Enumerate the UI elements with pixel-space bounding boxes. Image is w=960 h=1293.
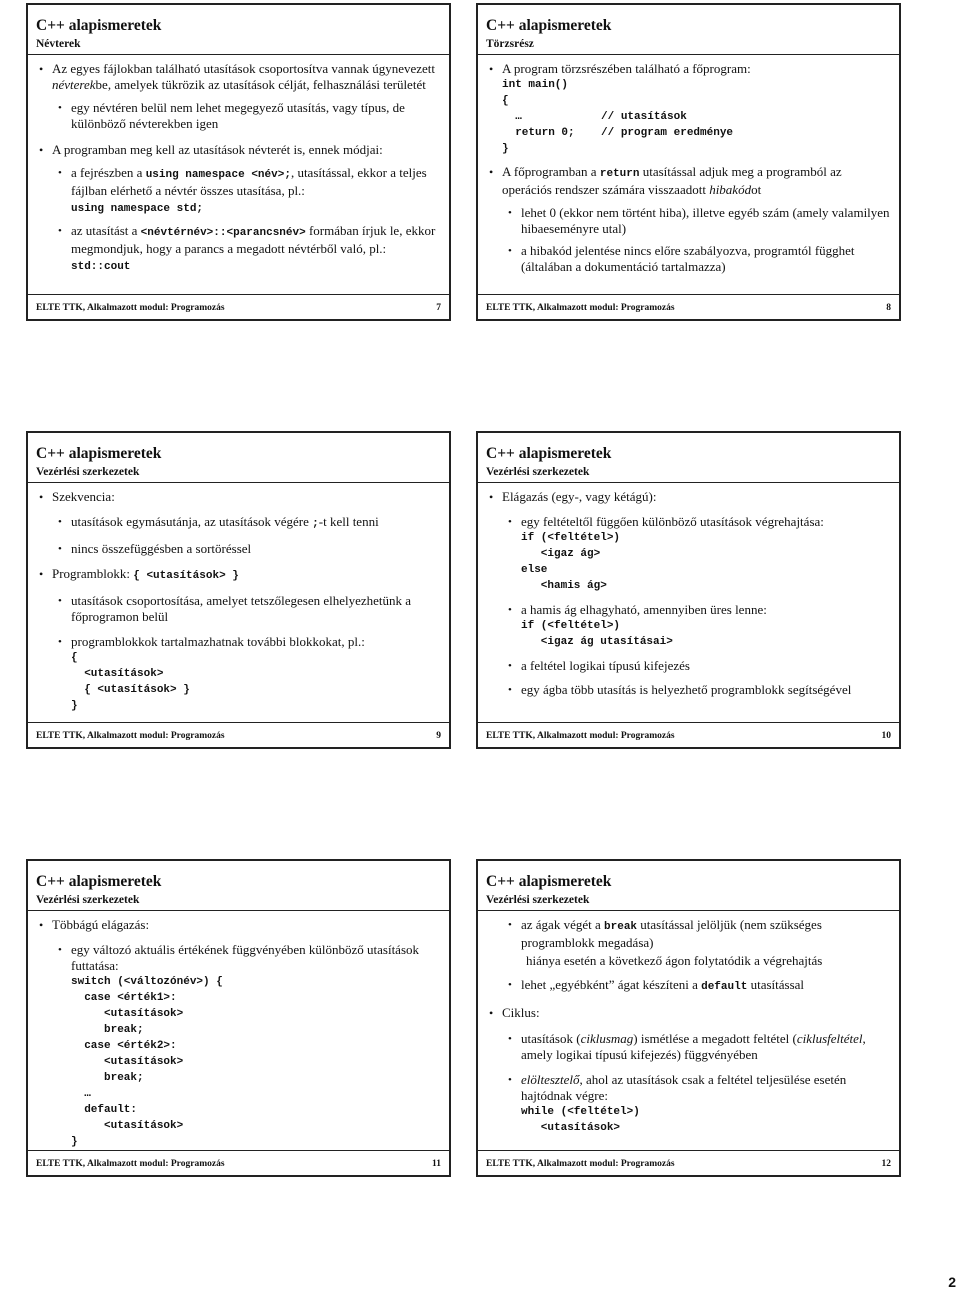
sub-bullet: • az utasítást a <névtérnév>::<parancsnév> formában írjuk le, ekkor megmondjuk, hogy a parancs a megadott névtérből való, pl.: std::cout bbox=[36, 223, 443, 275]
code-block: switch (<változónév>) { case <érték1>: <utasítások> break; case <érték2>: <utasítások> break; … default: <utasítások> } bbox=[71, 976, 223, 1148]
slide-subtitle: Vezérlési szerkezetek bbox=[36, 894, 140, 906]
sub-bullet: • lehet „egyébként” ágat készíteni a default utasítással bbox=[486, 977, 893, 995]
footer-text: ELTE TTK, Alkalmazott modul: Programozás bbox=[486, 303, 675, 313]
slide-footer bbox=[486, 730, 891, 742]
sub-sub-item: hiánya esetén a következő ágon folytatódik a végrehajtás bbox=[526, 953, 823, 968]
slide-body bbox=[36, 489, 443, 720]
slide-header bbox=[36, 873, 441, 907]
bullet: • A programban meg kell az utasítások névterét is, ennek módjai: bbox=[36, 142, 443, 158]
code-block: while (<feltétel>) <utasítások> bbox=[521, 1106, 640, 1134]
slide-title: C++ alapismeretek bbox=[486, 873, 612, 890]
slide-11 bbox=[26, 859, 451, 1177]
slide-title: C++ alapismeretek bbox=[486, 445, 612, 462]
slide-7 bbox=[26, 3, 451, 321]
code-block: int main() { … // utasítások return 0; // program eredménye } bbox=[502, 79, 734, 155]
footer-text: ELTE TTK, Alkalmazott modul: Programozás bbox=[486, 731, 675, 741]
slide-subtitle: Vezérlési szerkezetek bbox=[486, 894, 590, 906]
bullet: • Elágazás (egy-, vagy kétágú): bbox=[486, 489, 893, 505]
sub-bullet: • egy változó aktuális értékének függvényében különböző utasítások futtatása: switch (<változónév>) { case <érték1>: <utasítások> break; case <érték2>: <utasítások> break; … default: <utasítások> } bbox=[36, 942, 443, 1150]
slide-title: C++ alapismeretek bbox=[486, 17, 612, 34]
footer-divider bbox=[478, 722, 899, 723]
footer-divider bbox=[28, 294, 449, 295]
slide-title: C++ alapismeretek bbox=[36, 445, 162, 462]
bullet: • Szekvencia: bbox=[36, 489, 443, 505]
slide-subtitle: Vezérlési szerkezetek bbox=[486, 466, 590, 478]
slide-footer bbox=[36, 1158, 441, 1170]
footer-text: ELTE TTK, Alkalmazott modul: Programozás bbox=[486, 1159, 675, 1169]
sub-bullet: • programblokkok tartalmazhatnak további blokkokat, pl.: { <utasítások> { <utasítások> } } bbox=[36, 634, 443, 714]
slide-header bbox=[486, 445, 891, 479]
sub-bullet: • nincs összefüggésben a sortöréssel bbox=[36, 541, 443, 557]
slide-number: 9 bbox=[436, 731, 441, 741]
slide-footer bbox=[486, 1158, 891, 1170]
slide-body bbox=[36, 61, 443, 281]
slide-header bbox=[486, 873, 891, 907]
slide-body bbox=[486, 61, 893, 281]
sub-bullet: • a feltétel logikai típusú kifejezés bbox=[486, 658, 893, 674]
slide-footer bbox=[36, 302, 441, 314]
sub-bullet: • egy feltételtől függően különböző utasítások végrehajtása: if (<feltétel>) <igaz ág> else <hamis ág> bbox=[486, 514, 893, 594]
bullet: • Programblokk: { <utasítások> } bbox=[36, 566, 443, 584]
footer-divider bbox=[28, 1150, 449, 1151]
bullet: • Ciklus: bbox=[486, 1005, 893, 1021]
sub-bullet: • utasítások csoportosítása, amelyet tetszőlegesen elhelyezhetünk a főprogramon belül bbox=[36, 593, 443, 625]
slide-header bbox=[36, 445, 441, 479]
code-block: if (<feltétel>) <igaz ág> else <hamis ág> bbox=[521, 532, 621, 592]
header-divider bbox=[478, 54, 899, 55]
bullet: • Az egyes fájlokban található utasítások csoportosítva vannak úgynevezett névterekbe, amelyek tükrözik az utasítások célját, felhasználási területét bbox=[36, 61, 443, 93]
sub-bullet: • egy névtéren belül nem lehet megegyező utasítás, vagy típus, de különböző névterekben igen bbox=[36, 100, 443, 132]
sub-bullet: • utasítások (ciklusmag) ismétlése a megadott feltétel (ciklusfeltétel, amely logikai típusú kifejezés) függvényében bbox=[486, 1031, 893, 1063]
slide-body bbox=[486, 489, 893, 704]
slide-number: 11 bbox=[432, 1159, 441, 1169]
slide-number: 10 bbox=[881, 731, 891, 741]
code-block: { <utasítások> { <utasítások> } } bbox=[71, 652, 190, 712]
sub-bullet: • a hamis ág elhagyható, amennyiben üres lenne: if (<feltétel>) <igaz ág utasításai> bbox=[486, 602, 893, 650]
slide-9 bbox=[26, 431, 451, 749]
slide-subtitle: Törzsrész bbox=[486, 38, 534, 50]
bullet: • A program törzsrészében található a főprogram: int main() { … // utasítások return 0; // program eredménye } bbox=[486, 61, 893, 157]
slide-number: 8 bbox=[886, 303, 891, 313]
slide-12 bbox=[476, 859, 901, 1177]
slide-10 bbox=[476, 431, 901, 749]
header-divider bbox=[478, 910, 899, 911]
bullet: • Többágú elágazás: bbox=[36, 917, 443, 933]
header-divider bbox=[28, 910, 449, 911]
slide-subtitle: Vezérlési szerkezetek bbox=[36, 466, 140, 478]
sub-bullet: • lehet 0 (ekkor nem történt hiba), illetve egyéb szám (amely valamilyen hibaeseményre utal) bbox=[486, 205, 893, 237]
slide-number: 7 bbox=[436, 303, 441, 313]
footer-divider bbox=[478, 294, 899, 295]
header-divider bbox=[28, 54, 449, 55]
slide-header bbox=[36, 17, 441, 51]
footer-text: ELTE TTK, Alkalmazott modul: Programozás bbox=[36, 1159, 225, 1169]
footer-text: ELTE TTK, Alkalmazott modul: Programozás bbox=[36, 731, 225, 741]
slide-footer bbox=[486, 302, 891, 314]
code-block: if (<feltétel>) <igaz ág utasításai> bbox=[521, 620, 673, 648]
slide-number: 12 bbox=[881, 1159, 891, 1169]
slide-subtitle: Névterek bbox=[36, 38, 81, 50]
slide-footer bbox=[36, 730, 441, 742]
slide-title: C++ alapismeretek bbox=[36, 873, 162, 890]
footer-divider bbox=[28, 722, 449, 723]
bullet: • A főprogramban a return utasítással adjuk meg a programból az operációs rendszer számára visszaadott hibakódot bbox=[486, 164, 893, 198]
slide-title: C++ alapismeretek bbox=[36, 17, 162, 34]
sub-bullet: • az ágak végét a break utasítással jelöljük (nem szükséges programblokk megadása) bbox=[486, 917, 893, 951]
sub-bullet: • egy ágba több utasítás is helyezhető programblokk segítségével bbox=[486, 682, 893, 698]
slide-header bbox=[486, 17, 891, 51]
sub-bullet: • a hibakód jelentése nincs előre szabályozva, programtól függhet (általában a dokumentáció tartalmazza) bbox=[486, 243, 893, 275]
sub-bullet: • a fejrészben a using namespace <név>;, utasítással, ekkor a teljes fájlban elérhető a névtér összes utasítása, pl.: using namespace std; bbox=[36, 165, 443, 217]
page-number: 2 bbox=[948, 1274, 956, 1290]
footer-text: ELTE TTK, Alkalmazott modul: Programozás bbox=[36, 303, 225, 313]
sub-bullet: • elöltesztelő, ahol az utasítások csak a feltétel teljesülése esetén hajtódnak végre: while (<feltétel>) <utasítások> bbox=[486, 1072, 893, 1136]
slide-body bbox=[36, 917, 443, 1156]
header-divider bbox=[28, 482, 449, 483]
footer-divider bbox=[478, 1150, 899, 1151]
slide-8 bbox=[476, 3, 901, 321]
slide-body bbox=[486, 917, 893, 1142]
header-divider bbox=[478, 482, 899, 483]
sub-bullet: • utasítások egymásutánja, az utasítások végére ;-t kell tenni bbox=[36, 514, 443, 532]
